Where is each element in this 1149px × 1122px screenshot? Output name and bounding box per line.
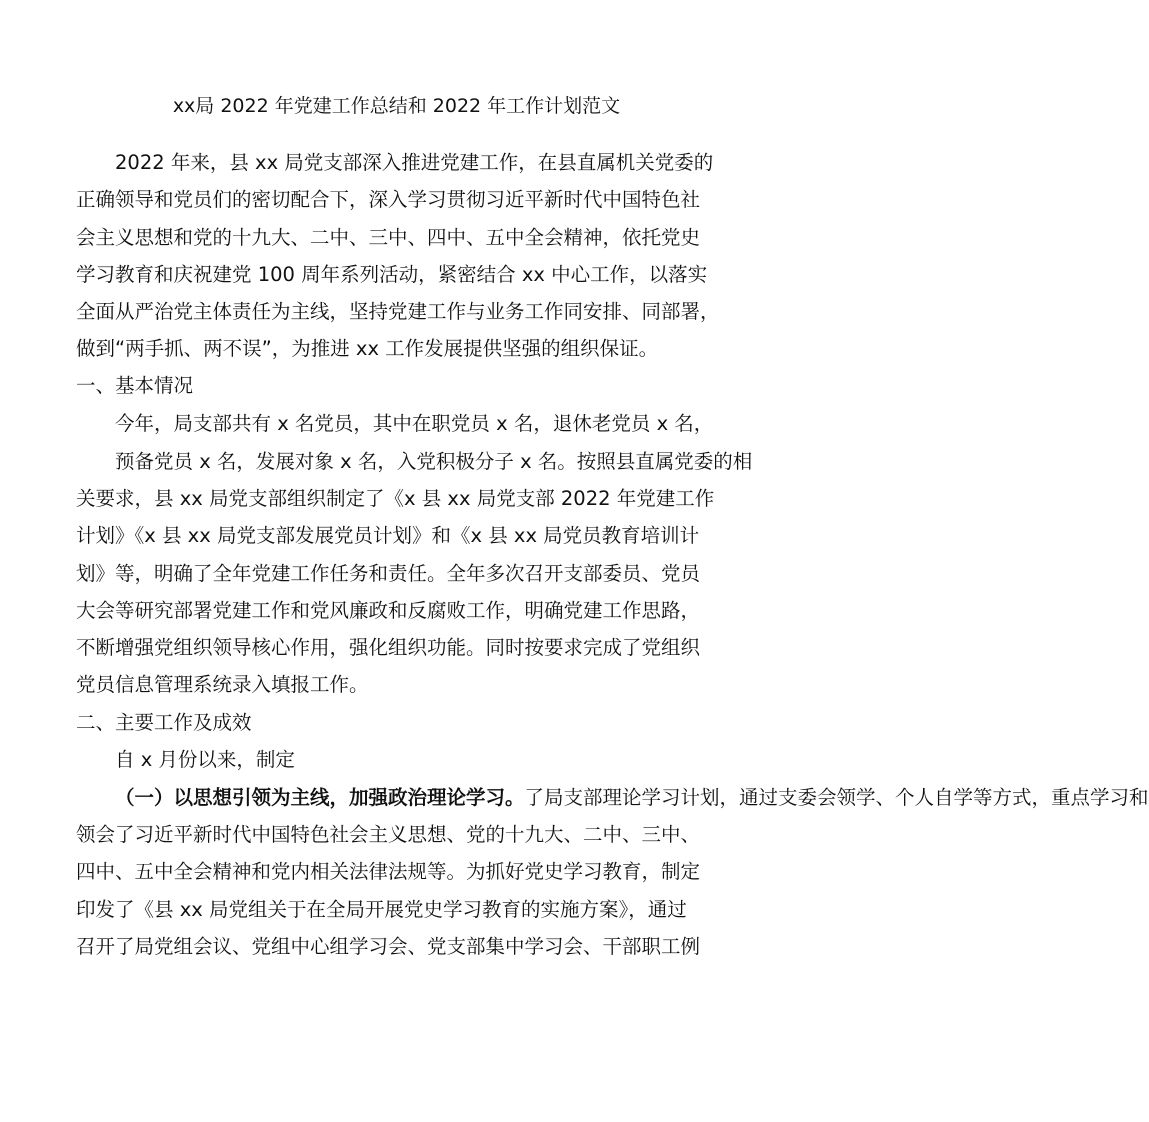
paragraph-line: 做到“两手抓、两不误”，为推进 xx 工作发展提供坚强的组织保证。 [76, 337, 659, 360]
paragraph-line: 二、主要工作及成效 [76, 711, 252, 734]
paragraph-line: 会主义思想和党的十九大、二中、三中、四中、五中全会精神，依托党史 [76, 226, 701, 249]
section-heading-main-work: 自 x 月份以来，制定 [115, 748, 295, 771]
section-heading-basic: 今年，局支部共有 x 名党员，其中在职党员 x 名，退休老党员 x 名， [115, 412, 714, 435]
paragraph-line: 四中、五中全会精神和党内相关法律法规等。为抓好党史学习教育，制定 [76, 860, 701, 883]
paragraph-line-with-heading [115, 784, 1149, 812]
paragraph-line: 不断增强党组织领导核心作用，强化组织功能。同时按要求完成了党组织 [76, 636, 701, 659]
paragraph-line: 计划》《x 县 xx 局党支部发展党员计划》和《x 县 xx 局党员教育培训计 [76, 524, 700, 547]
paragraph-line: 正确领导和党员们的密切配合下，深入学习贯彻习近平新时代中国特色社 [76, 188, 701, 211]
document-title: xx局 2022 年党建工作总结和 2022 年工作计划范文 [172, 95, 621, 117]
paragraph-line: 党员信息管理系统录入填报工作。 [76, 673, 369, 696]
paragraph-line: 领会了习近平新时代中国特色社会主义思想、党的十九大、二中、三中、 [76, 823, 701, 846]
paragraph-line: 一、基本情况 [76, 374, 194, 397]
paragraph-line: 2022 年来，县 xx 局党支部深入推进党建工作，在县直属机关党委的 [115, 151, 714, 174]
paragraph-text: 了局支部理论学习计划，通过支委会领学、个人自学等方式，重点学习和 [524, 786, 1149, 809]
paragraph-line: 大会等研究部署党建工作和党风廉政和反腐败工作，明确党建工作思路， [76, 599, 701, 622]
paragraph-line: 划》等，明确了全年党建工作任务和责任。全年多次召开支部委员、党员 [76, 562, 701, 585]
paragraph-line: 印发了《县 xx 局党组关于在全局开展党史学习教育的实施方案》，通过 [76, 898, 687, 921]
paragraph-line: 全面从严治党主体责任为主线，坚持党建工作与业务工作同安排、同部署， [76, 300, 720, 323]
bold-subheading: （一）以思想引领为主线，加强政治理论学习。 [115, 786, 525, 809]
paragraph-line: 预备党员 x 名，发展对象 x 名，入党积极分子 x 名。按照县直属党委的相 [115, 450, 753, 473]
paragraph-line: 召开了局党组会议、党组中心组学习会、党支部集中学习会、干部职工例 [76, 935, 701, 958]
paragraph-line: 关要求，县 xx 局党支部组织制定了《x 县 xx 局党支部 2022 年党建工作 [76, 487, 715, 510]
paragraph-line: 学习教育和庆祝建党 100 周年系列活动，紧密结合 xx 中心工作，以落实 [76, 263, 708, 286]
